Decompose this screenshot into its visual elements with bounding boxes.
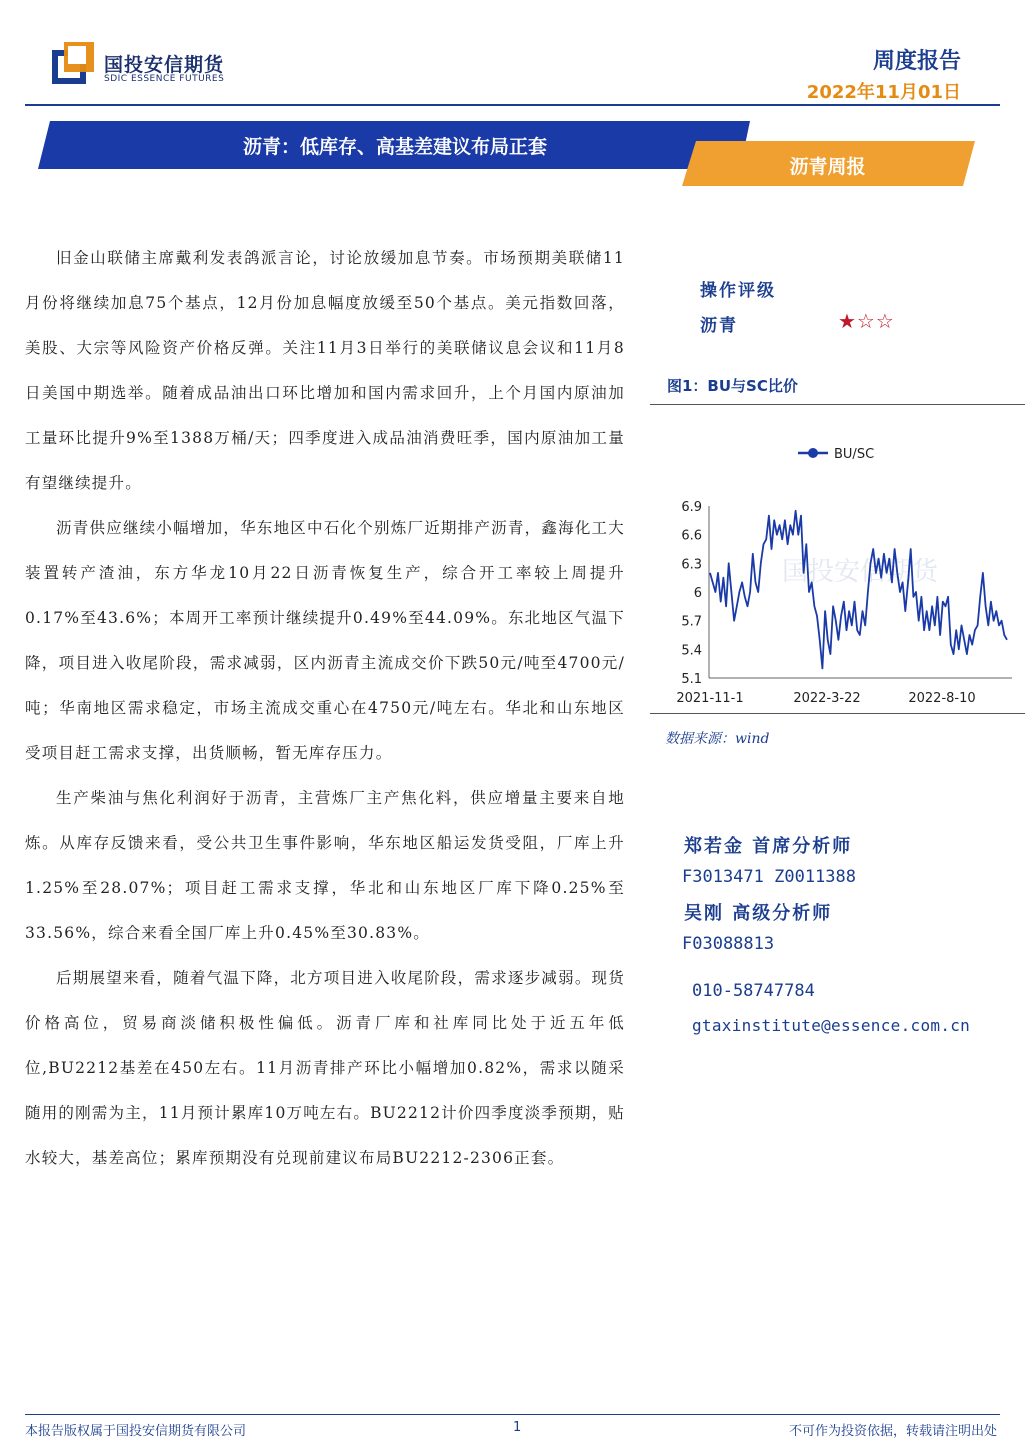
- report-date: 2022年11月01日: [806, 82, 961, 103]
- x-tick-label: 2022-3-22: [793, 691, 861, 706]
- contact-email[interactable]: gtaxinstitute@essence.com.cn: [692, 1016, 971, 1035]
- body-paragraph-3: 生产柴油与焦化利润好于沥青，主营炼厂主产焦化料，供应增量主要来自地炼。从库存反馈来看，受公共卫生事件影响，华东地区船运发货受阻，厂库上升1.25%至28.07%；项目赶工需求支撑，华北和山东地区厂库下降0.25%至33.56%，综合来看全国厂库上升0.45%至30.83%。: [25, 789, 625, 942]
- figure-top-rule: [650, 404, 1025, 405]
- y-tick-label: 6: [693, 586, 702, 601]
- body-paragraph-4: 后期展望来看，随着气温下降，北方项目进入收尾阶段，需求逐步减弱。现货价格高位，贸易商淡储积极性偏低。沥青厂库和社库同比处于近五年低位,BU2212基差在450左右。11月沥青排产环比小幅增加0.82%，需求以随采随用的刚需为主，11月预计累库10万吨左右。BU2212计价四季度淡季预期，贴水较大，基差高位；累库预期没有兑现前建议布局BU2212-2306正套。: [25, 969, 625, 1167]
- analyst-1-name: 郑若金 首席分析师: [684, 836, 853, 857]
- page-number: 1: [513, 1420, 522, 1435]
- body-paragraph-2: 沥青供应继续小幅增加，华东地区中石化个别炼厂近期排产沥青，鑫海化工大装置转产渣油，东方华龙10月22日沥青恢复生产，综合开工率较上周提升0.17%至43.6%；本周开工率预计继续提升0.49%至44.09%。东北地区气温下降，项目进入收尾阶段，需求减弱，区内沥青主流成交价下跌50元/吨至4700元/吨；华南地区需求稳定，市场主流成交重心在4750元/吨左右。华北和山东地区受项目赶工需求支撑，出货顺畅，暂无库存压力。: [25, 519, 625, 762]
- y-tick-label: 5.1: [681, 672, 702, 687]
- figure-title: 图1：BU与SC比价: [667, 377, 798, 395]
- analyst-2-name: 吴刚 高级分析师: [684, 903, 833, 924]
- body-paragraph-1: 旧金山联储主席戴利发表鸽派言论，讨论放缓加息节奏。市场预期美联储11月份将继续加息75个基点，12月份加息幅度放缓至50个基点。美元指数回落，美股、大宗等风险资产价格反弹。关注11月3日举行的美联储议息会议和11月8日美国中期选举。随着成品油出口环比增加和国内需求回升，上个月国内原油加工量环比提升9%至1388万桶/天；四季度进入成品油消费旺季，国内原油加工量有望继续提升。: [25, 249, 625, 492]
- company-name-cn: 国投安信期货: [104, 54, 225, 76]
- analyst-1-license: F3013471 Z0011388: [682, 867, 856, 887]
- company-name-en: SDIC ESSENCE FUTURES: [104, 74, 225, 84]
- legend-marker: [808, 448, 818, 458]
- report-type: 周度报告: [872, 49, 961, 74]
- chart-watermark: 国投安信期货: [781, 557, 939, 587]
- series-line-bu-sc: [710, 511, 1007, 669]
- report-body: [25, 236, 625, 1181]
- footer-copyright: 本报告版权属于国投安信期货有限公司: [25, 1424, 247, 1439]
- chart-legend: [798, 447, 874, 462]
- footer-disclaimer: 不可作为投资依据，转载请注明出处: [788, 1424, 997, 1439]
- contact-phone: 010-58747784: [692, 981, 815, 1001]
- report-category-tag: 沥青周报: [789, 156, 866, 178]
- y-tick-label: 5.4: [681, 643, 702, 659]
- footer-rule: [25, 1414, 1000, 1415]
- analyst-2-license: F03088813: [682, 934, 775, 954]
- x-tick-label: 2021-11-1: [676, 691, 744, 706]
- report-title: 沥青：低库存、高基差建议布局正套: [242, 136, 547, 158]
- y-tick-label: 6.9: [681, 500, 702, 515]
- rating-product: 沥青: [700, 316, 738, 336]
- x-tick-label: 2022-8-10: [908, 691, 976, 706]
- rating-stars: ★☆☆: [838, 309, 895, 333]
- legend-label: BU/SC: [834, 447, 875, 462]
- y-tick-label: 6.3: [681, 557, 702, 573]
- rating-heading: 操作评级: [700, 281, 776, 301]
- y-tick-label: 6.6: [681, 528, 702, 544]
- y-tick-label: 5.7: [681, 614, 702, 630]
- bu-sc-ratio-chart: [650, 410, 1025, 710]
- figure-bottom-rule: [650, 713, 1025, 714]
- figure-source: 数据来源：wind: [665, 731, 770, 747]
